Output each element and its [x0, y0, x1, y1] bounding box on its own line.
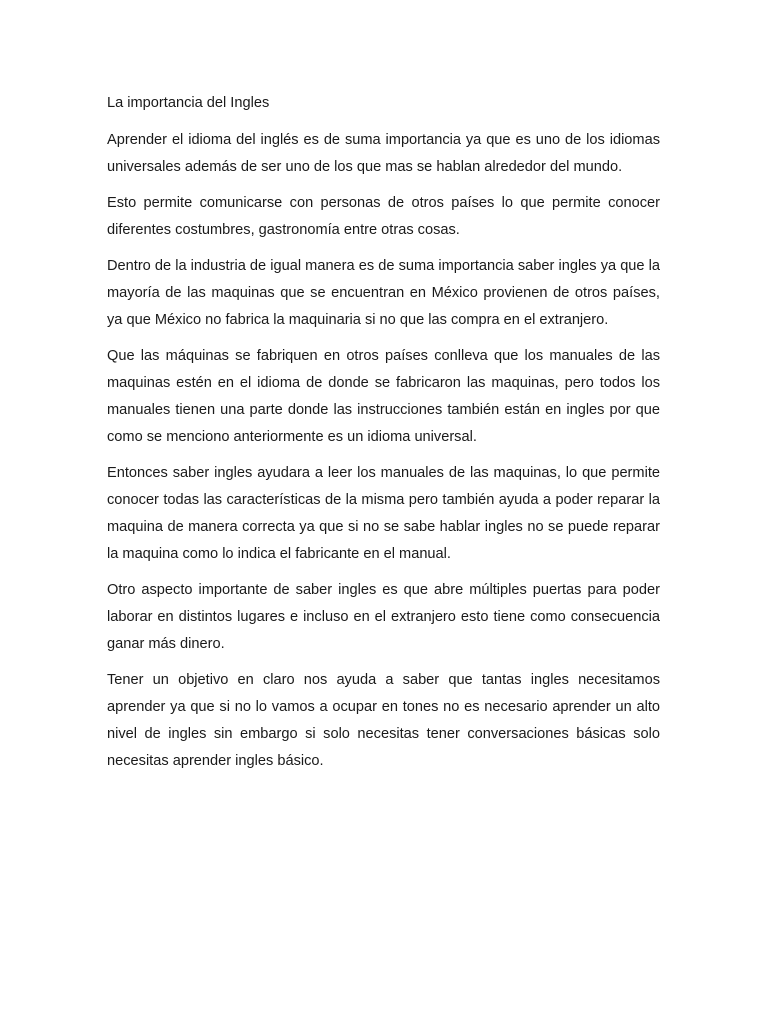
- document-page: [107, 90, 660, 784]
- paragraph-4: Que las máquinas se fabriquen en otros países conlleva que los manuales de las maquinas estén en el idioma de donde se fabricaron las maquinas, pero todos los manuales tienen una parte donde las instrucciones también están en ingles por que como se menciono anteriormente es un idioma universal.: [107, 348, 660, 445]
- paragraph-3: Dentro de la industria de igual manera es de suma importancia saber ingles ya que la mayoría de las maquinas que se encuentran en México provienen de otros países, ya que México no fabrica la maquinaria si no que las compra en el extranjero.: [107, 258, 660, 328]
- document-title: La importancia del Ingles: [107, 95, 270, 111]
- paragraph-2: Esto permite comunicarse con personas de otros países lo que permite conocer diferentes costumbres, gastronomía entre otras cosas.: [107, 195, 660, 238]
- paragraph-1: Aprender el idioma del inglés es de suma importancia ya que es uno de los idiomas universales además de ser uno de los que mas se hablan alrededor del mundo.: [107, 132, 660, 175]
- paragraph-6: Otro aspecto importante de saber ingles es que abre múltiples puertas para poder laborar en distintos lugares e incluso en el extranjero esto tiene como consecuencia ganar más dinero.: [107, 582, 660, 652]
- paragraph-5: Entonces saber ingles ayudara a leer los manuales de las maquinas, lo que permite conocer todas las características de la misma pero también ayuda a poder reparar la maquina de manera correcta ya que si no se sabe hablar ingles no se puede reparar la maquina como lo indica el fabricante en el manual.: [107, 465, 660, 562]
- paragraph-7: Tener un objetivo en claro nos ayuda a saber que tantas ingles necesitamos aprender ya que si no lo vamos a ocupar en tones no es necesario aprender un alto nivel de ingles sin embargo si solo necesitas tener conversaciones básicas solo necesitas aprender ingles básico.: [107, 672, 660, 769]
